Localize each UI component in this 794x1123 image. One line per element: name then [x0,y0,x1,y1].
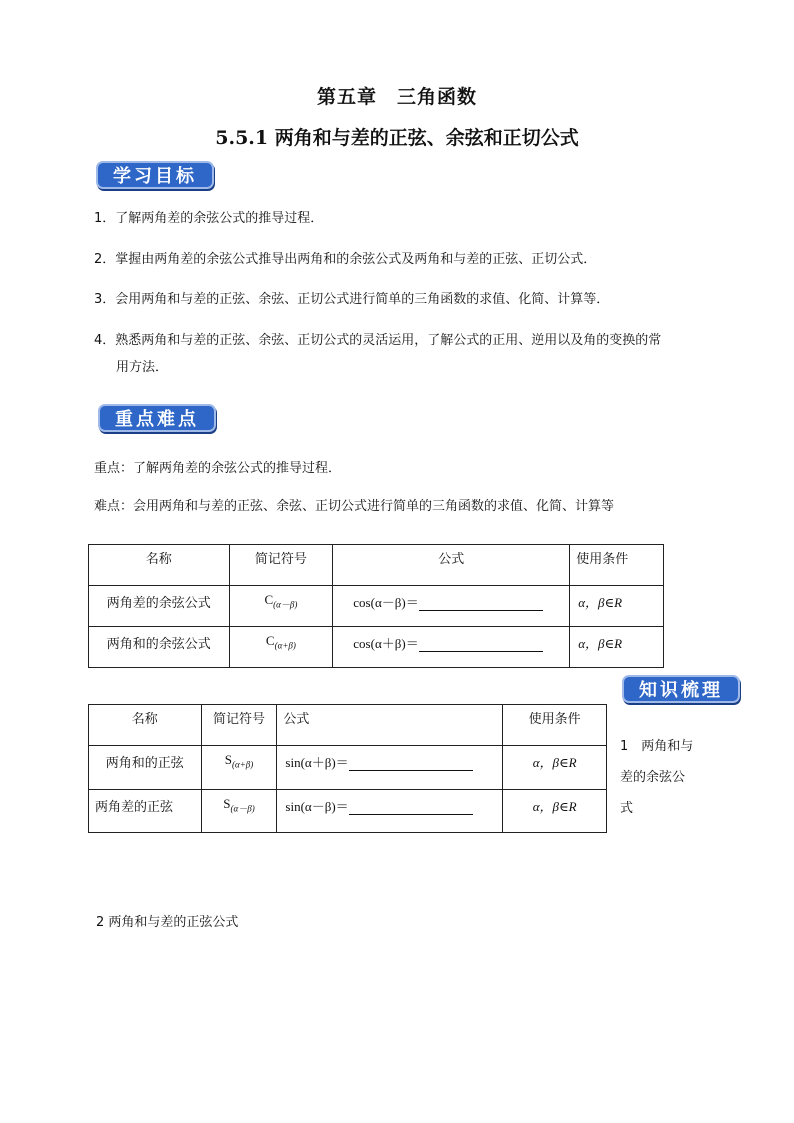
header-cell: 简记符号 [201,705,277,746]
objective-item: 2．掌握由两角差的余弦公式推导出两角和的余弦公式及两角和与差的正弦、正切公式． [94,252,597,267]
section-heading: 2 两角和与差的正弦公式 [96,915,239,930]
row-condition: α，β∈R [503,746,607,790]
table-header-row [89,545,664,586]
chapter-title: 第五章 三角函数 [316,86,477,108]
table-row [89,586,664,627]
row-formula: sin(α－β)＝ [277,790,503,833]
table-row [89,627,664,668]
side-caption [620,731,693,824]
row-name: 两角和的余弦公式 [89,627,230,668]
objective-item: 3．会用两角和与差的正弦、余弦、正切公式进行简单的三角函数的求值、化简、计算等． [94,292,610,307]
row-symbol: $S_{(\alpha+\beta)}$ [201,746,277,790]
row-symbol: $S_{(\alpha-\beta)}$ [201,790,277,833]
cosine-formula-table [88,544,664,668]
objective-item: 4．熟悉两角和与差的正弦、余弦、正切公式的灵活运用，了解公式的正用、逆用以及角的变换的常 [94,333,662,348]
answer-blank[interactable] [419,637,543,652]
sine-formula-table [88,704,607,833]
header-cell: 简记符号 [229,545,333,586]
row-name: 两角差的正弦 [89,790,202,833]
row-name: 两角和的正弦 [89,746,202,790]
row-symbol: $C_{(\alpha+\beta)}$ [229,627,333,668]
row-symbol: $C_{(\alpha-\beta)}$ [229,586,333,627]
row-condition: α，β∈R [570,627,664,668]
header-cell: 使用条件 [570,545,664,586]
objectives-badge: 学习目标 [96,161,214,189]
lesson-title: 5.5.1 两角和与差的正弦、余弦和正切公式 [215,127,579,149]
header-cell: 公式 [333,545,570,586]
answer-blank[interactable] [349,756,473,771]
table-row [89,790,607,833]
knowledge-badge: 知识梳理 [622,675,740,703]
row-formula: cos(α－β)＝ [333,586,570,627]
objective-item: 1．了解两角差的余弦公式的推导过程． [94,211,324,226]
side-caption-line: 式 [620,801,634,816]
table-header-row [89,705,607,746]
answer-blank[interactable] [419,596,543,611]
header-cell: 使用条件 [503,705,607,746]
header-cell: 名称 [89,705,202,746]
key-focus: 重点：了解两角差的余弦公式的推导过程． [94,461,342,476]
side-caption-line: 1 两角和与 [620,739,694,754]
header-cell: 公式 [277,705,503,746]
side-caption-line: 差的余弦公 [620,770,686,785]
row-formula: cos(α＋β)＝ [333,627,570,668]
row-formula: sin(α＋β)＝ [277,746,503,790]
answer-blank[interactable] [349,800,473,815]
keypoints-badge: 重点难点 [98,404,216,432]
key-difficulty: 难点：会用两角和与差的正弦、余弦、正切公式进行简单的三角函数的求值、化简、计算等 [94,499,615,514]
objective-item-cont: 用方法． [116,360,169,375]
row-condition: α，β∈R [570,586,664,627]
row-condition: α，β∈R [503,790,607,833]
table-row [89,746,607,790]
header-cell: 名称 [89,545,230,586]
row-name: 两角差的余弦公式 [89,586,230,627]
